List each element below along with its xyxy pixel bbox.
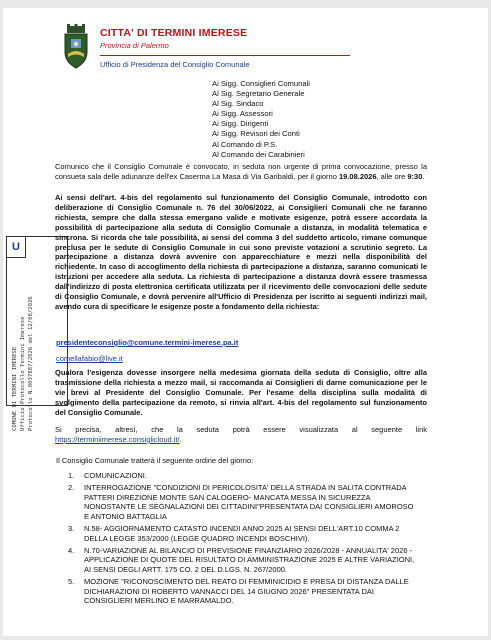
- city-title: CITTA' DI TERMINI IMERESE: [100, 27, 248, 39]
- president-email-link[interactable]: presidenteconsiglio@comune.termini-imerese.pa.it: [56, 338, 239, 347]
- recipient: Ai Sigg. Revisori dei Conti: [212, 129, 300, 139]
- stamp-line: Ufficio Protocollo Termini Imerese: [20, 316, 26, 431]
- agenda-item: 3. N.58- AGGIORNAMENTO CATASTO INCENDI ANNO 2025 AI SENSI DELL'ART.10 COMMA 2 DELLA LEGGE 353/2000 (LEGGE QUADRO INCENDI BOSCHIVI).: [68, 523, 400, 543]
- agenda-list: [68, 471, 420, 608]
- recipient: Ai Sigg. Assessori: [212, 109, 273, 119]
- recipient: Al Comando dei Carabinieri: [212, 149, 305, 159]
- agenda-item: 4. N.70-VARIAZIONE AL BILANCIO DI PREVISIONE FINANZIARIO 2026/2028 - ANNUALITA' 2026 - APPLICAZIONE DI QUOTE DEL RISULTATO DI AMMINISTRAZIONE 2025 E ALTRE VARIAZIONI, AI SENSI DEGLI ARTT. 175 CO. 2 DEL D.LGS. N. 267/2000.: [68, 545, 415, 574]
- alt-email-link[interactable]: comellafabio@live.it: [56, 354, 123, 363]
- stamp-line: COMUNE DI TERMINI IMERESE: [12, 346, 18, 431]
- office-label: Ufficio di Presidenza del Consiglio Comunale: [100, 60, 250, 69]
- recipient: Al Sig. Segretario Generale: [212, 89, 305, 99]
- fallback-paragraph: Qualora l'esigenza dovesse insorgere nella medesima giornata della seduta di Consiglio, oltre alla trasmissione della richiesta a mezzo mail, si raccomanda ai Consiglieri di darne comunicazione per le vie brevi al Presidente del Consiglio Comunale. Per l'esame della disciplina sulla modalità di svolgimento della partecipazione da remoto, si rinvia all'art. 4-bis del regolamento sul funzionamento del Consiglio Comunale.: [55, 368, 427, 417]
- streaming-link[interactable]: https://terminiimerese.consiglicloud.it/: [55, 434, 180, 444]
- recipient: Ai Sigg. Consiglieri Comunali: [212, 79, 310, 88]
- province-label: Provincia di Palermo: [100, 41, 169, 50]
- recipients-list: [212, 79, 310, 160]
- recipient: Ai Sigg. Dirigenti: [212, 119, 269, 129]
- recipient: Al Sig. Sindaco: [212, 99, 264, 109]
- streaming-paragraph: Si precisa, altresì, che la seduta potrà essere visualizzata al seguente link https://terminiimerese.consiglicloud.it/.: [55, 425, 427, 444]
- agenda-item: 2. INTERROGAZIONE "CONDIZIONI DI PERICOLOSITA' DELLA STRADA IN SALITA CONTRADA PATTERI DIREZIONE MONTE SAN CALOGERO- MANCATA MESSA IN SICUREZZA NONOSTANTE LE SEGNALAZIONI DEI CITTADINI"PRESENTATA DAI CONSIGLIERI AMOROSO E ANTONIO BATTAGLIA: [68, 483, 414, 521]
- protocol-letter: U: [12, 241, 20, 253]
- agenda-intro: Il Consiglio Comunale tratterà il seguente ordine del giorno:: [56, 456, 254, 465]
- remote-participation-paragraph: Ai sensi dell'art. 4-bis del regolamento sul funzionamento del Consiglio Comunale, introdotto con deliberazione di Consiglio Comunale n. 76 del 30/06/2022, ai Consiglieri Comunali che ne faranno richiesta, sempre che dalla stessa emergano valide e motivate esigenze, potrà essere accordata la possibilità di partecipazione alla seduta di Consiglio Comunale a distanza, in modalità telematica e sincrona. Si ricorda che tale possibilità, ai sensi del comma 3 del suddetto articolo, rimane comunque preclusa per le sedute di Consiglio Comunale in cui sono previste votazioni a scrutinio segreto. La partecipazione a distanza dovrà avvenire con apparecchiature e mezzi nella disponibilità del richiedente. In caso di accoglimento della richiesta di partecipazione a distanza, saranno comunicati le istruzioni per accedere alla seduta. La richiesta di partecipazione a distanza dovrà essere trasmessa dall'indirizzo di posta elettronica certificata utilizzata per il ricevimento delle convocazioni delle sedute di Consiglio Comunale, e dovrà pervenire all'Ufficio di Presidenza per iscritto ai seguenti indirizzi mail, avendo cura di specificare le esigenze poste a fondamento della richiesta:: [55, 193, 427, 311]
- agenda-item: 5. MOZIONE "RICONOSCIMENTO DEL REATO DI FEMMINICIDIO E PRESA DI DISTANZA DALLE DICHIARAZIONI DI ROBERTO VANNACCI DEL 14 GIUGNO 2026" PRESENTATA DAI CONSIGLIERI MERLINO E MARRAMALDO.: [68, 576, 409, 606]
- meeting-time: 9:30: [407, 171, 423, 181]
- stamp-line: Protocollo N.0037887/2026 del 12/08/2026: [28, 296, 34, 431]
- meeting-date: 19.08.2026: [338, 171, 377, 181]
- header-divider: [100, 55, 350, 56]
- municipal-crest-logo: [60, 24, 92, 70]
- intro-paragraph: Comunico che il Consiglio Comunale è convocato, in seduta non urgente di prima convocazione, presso la consueta sala delle adunanze dell'ex Caserma La Masa di Via Garibaldi, per il giorno 19.08.2026, alle ore 9:30.: [55, 162, 427, 181]
- agenda-item: 1. COMUNICAZIONI.: [68, 471, 147, 480]
- recipient: Al Comando di P.S.: [212, 139, 278, 149]
